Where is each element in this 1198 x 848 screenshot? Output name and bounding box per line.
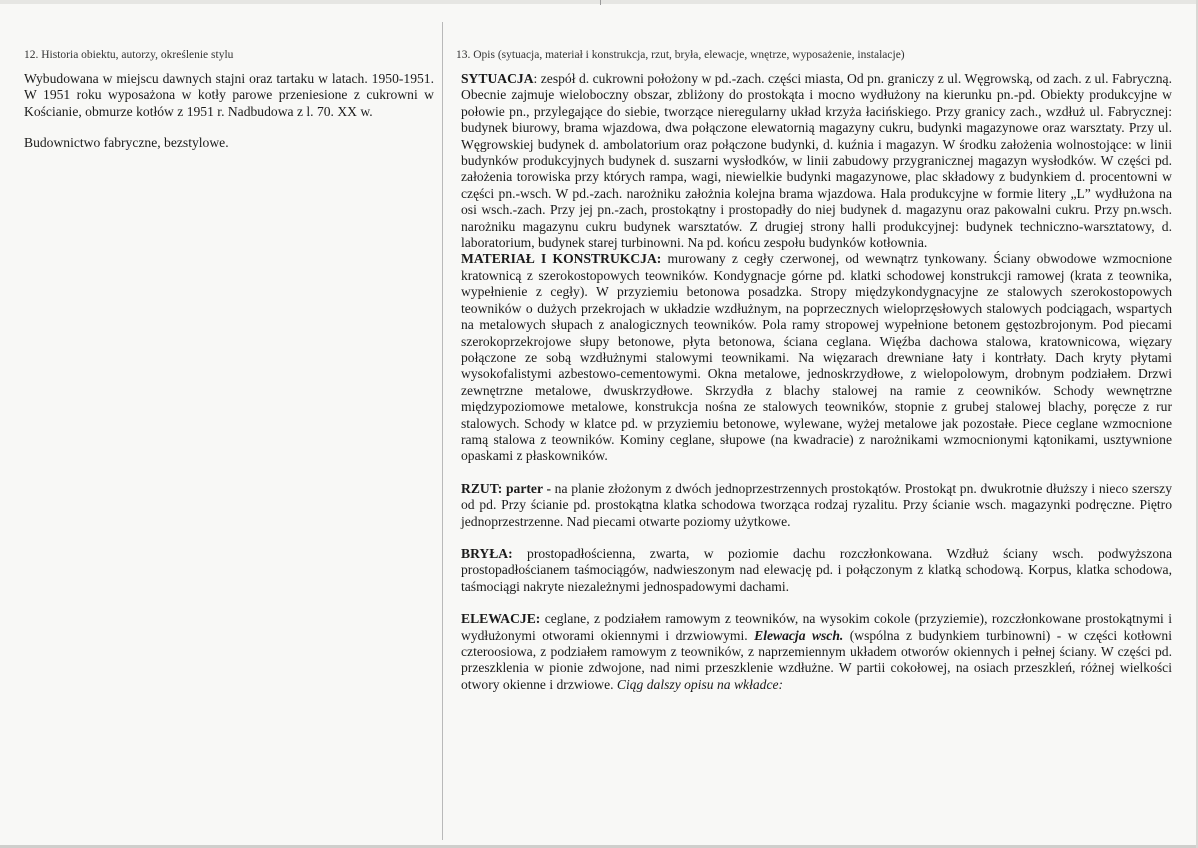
rzut-text: na planie złożonym z dwóch jednoprzestrzennych prostokątów. Prostokąt pn. dwukrotnie dłuższy i nieco szerszy od pd. Przy ścianie pd. prostokątna klatka schodowa tworząca rodzaj ryzalitu. Przy ścianie wsch. magazynki podręczne. Piętro jednoprzestrzenne. Nad piecami otwarte poziomy użytkowe.	[461, 480, 1172, 529]
sytuacja-paragraph	[461, 71, 1172, 251]
elewacje-paragraph	[461, 611, 1172, 693]
rzut-paragraph	[461, 481, 1172, 530]
section-12-label: 12. Historia obiektu, autorzy, określenie stylu	[24, 49, 234, 61]
material-heading: MATERIAŁ I KONSTRUKCJA:	[461, 251, 662, 267]
scan-edge-top	[0, 0, 1198, 4]
section-13	[456, 48, 1172, 693]
fold-mark	[600, 0, 601, 5]
style-text: Budownictwo fabryczne, bezstylowe.	[24, 135, 229, 151]
section-13-label: 13. Opis (sytuacja, materiał i konstrukcja, rzut, bryła, elewacje, wnętrze, wyposażenie, instalacje)	[456, 49, 905, 61]
elewacje-text-2: (wspólna z budynkiem turbinowni) - w części kotłowni czteroosiowa, z podziałem ramowym z teowników, z naprzemiennym układem otworów okiennych i pełnej ściany. W części pd. przeszklenia w pionie zdwojone, nad nimi przeszklenie wzdłużne. W partii cokołowej, na osiach przeszkleń, różnej wielkości otwory okienne i drzwiowe.	[461, 627, 1172, 692]
rzut-heading: RZUT: parter -	[461, 480, 551, 496]
sytuacja-text: : zespół d. cukrowni położony w pd.-zach. części miasta, Od pn. graniczy z ul. Węgrowską, od zach. z ul. Fabryczną. Obecnie zajmuje wieloboczny obszar, zbliżony do prostokąta i mocno wydłużony na kierunku pn.-pd. Obiekty produkcyjne w połowie pn., przylegające do siebie, tworzące nieregularny układ krzyża łacińskiego. Przy granicy zach., wzdłuż ul. Fabrycznej: budynek biurowy, brama wjazdowa, dwa połączone elewatornią magazyny cukru, budynki magazynowe oraz warsztaty. Przy ul. Węgrowskiej budynek d. ambolatorium oraz połączone budynki, d. kuźnia i magazyn. W środku założenia wolnostojące: w linii budynków produkcyjnych budynek d. suszarni wysłodków, w linii zabudowy przygranicznej magazyn wysłodków. W części pd. założenia torowiska przy których rampa, wagi, niewielkie budynki magazynowe, plac składowy z budynkiem d. procentowni w części pn.-wsch. W pd.-zach. narożniku założnia kolejna brama wjazdowa. Hala produkcyjne w formie litery „L” wydłużona na osi wsch.-zach. Przy jej pn.-zach, prostokątny i prostopadły do niej budynek d. magazynu oraz pakowalni cukru. Przy pn.wsch. narożniku magazynu cukru budynek warsztatów. Z drugiej strony halli produkcyjnej: budynek techniczno-warsztatowy, d. laboratorium, budynek starej turbinowni. Na pd. końcu zespołu budynków kotłownia.	[461, 71, 1172, 251]
bryla-paragraph	[461, 546, 1172, 595]
bryla-text: prostopadłościenna, zwarta, w poziomie dachu rozczłonkowana. Wzdłuż ściany wsch. podwyższona prostopadłościanem taśmociągów, nadwieszonym nad elewację pd. i połączonym z klatką schodową. Korpus, klatka schodowa, taśmociągi nakryte niezależnymi jednospadowymi dachami.	[461, 545, 1172, 594]
elewacje-wsch-heading: Elewacja wsch.	[754, 627, 844, 643]
elewacje-heading: ELEWACJE:	[461, 611, 541, 627]
history-text: Wybudowana w miejscu dawnych stajni oraz tartaku w latach. 1950-1951. W 1951 roku wyposażona w kotły parowe przeniesione z cukrowni w Kościanie, obmurze kotłów z 1951 r. Nadbudowa z l. 70. XX w.	[24, 71, 434, 119]
elewacje-text-1: ceglane, z podziałem ramowym z teowników, na wysokim cokole (przyziemie), rozczłonkowane prostokątnymi i wydłużonymi otworami okiennymi i drzwiowymi.	[461, 611, 1172, 643]
continuation-note: Ciąg dalszy opisu na wkładce:	[616, 676, 784, 692]
description-body	[456, 71, 1172, 693]
bryla-heading: BRYŁA:	[461, 545, 513, 561]
column-divider	[442, 22, 443, 840]
material-text: murowany z cegły czerwonej, od wewnątrz tynkowany. Ściany obwodowe wzmocnione kratownicą z szerokostopowych teowników. Kondygnacje górne pd. klatki schodowej konstrukcji ramowej (krata z teownika, wypełnienie z cegły). W przyziemiu betonowa posadzka. Stropy międzykondygnacyjne ze stalowych szerokostopowych teowników o dużych przekrojach w układzie wzdłużnym, na poprzecznych wieloprzęsłowych stalowych podciągach, wspartych na metalowych słupach z analogicznych teowników. Pola ramy stropowej wypełnione betonem gęstozbrojonym. Pod piecami szerokoprzekrojowe słupy betonowe, płyta betonowa, ściana ceglana. Więźba dachowa stalowa, kratownicowa, więzary połączone ze sobą wzdłużnymi stalowymi teownikami. Na więzarach drewniane łaty i kontrłaty. Dach kryty płytami wysokofalistymi azbestowo-cementowymi. Okna metalowe, jednoskrzydłowe, z wielopolowym, drobnym podziałem. Drzwi zewnętrzne metalowe, dwuskrzydłowe. Skrzydła z blachy stalowej na ramie z ceowników. Schody wewnętrzne międzypoziomowe metalowe, konstrukcja nośna ze stalowych teowników, stopnie z grubej stalowej blachy, poręcze z rur stalowych. Schody w klatce pd. w przyziemiu betonowe, wylewane, wyżej metalowe jak pozostałe. Piece ceglane wzmocnione ramą stalowa z teowników. Kominy ceglane, słupowe (na kwadracie) z narożnikami wzmocnionymi kątonikami, usztywnione opaskami z płaskowników.	[461, 251, 1172, 464]
section-12	[24, 48, 434, 152]
material-paragraph	[461, 251, 1172, 464]
sytuacja-heading: SYTUACJA	[461, 71, 534, 86]
